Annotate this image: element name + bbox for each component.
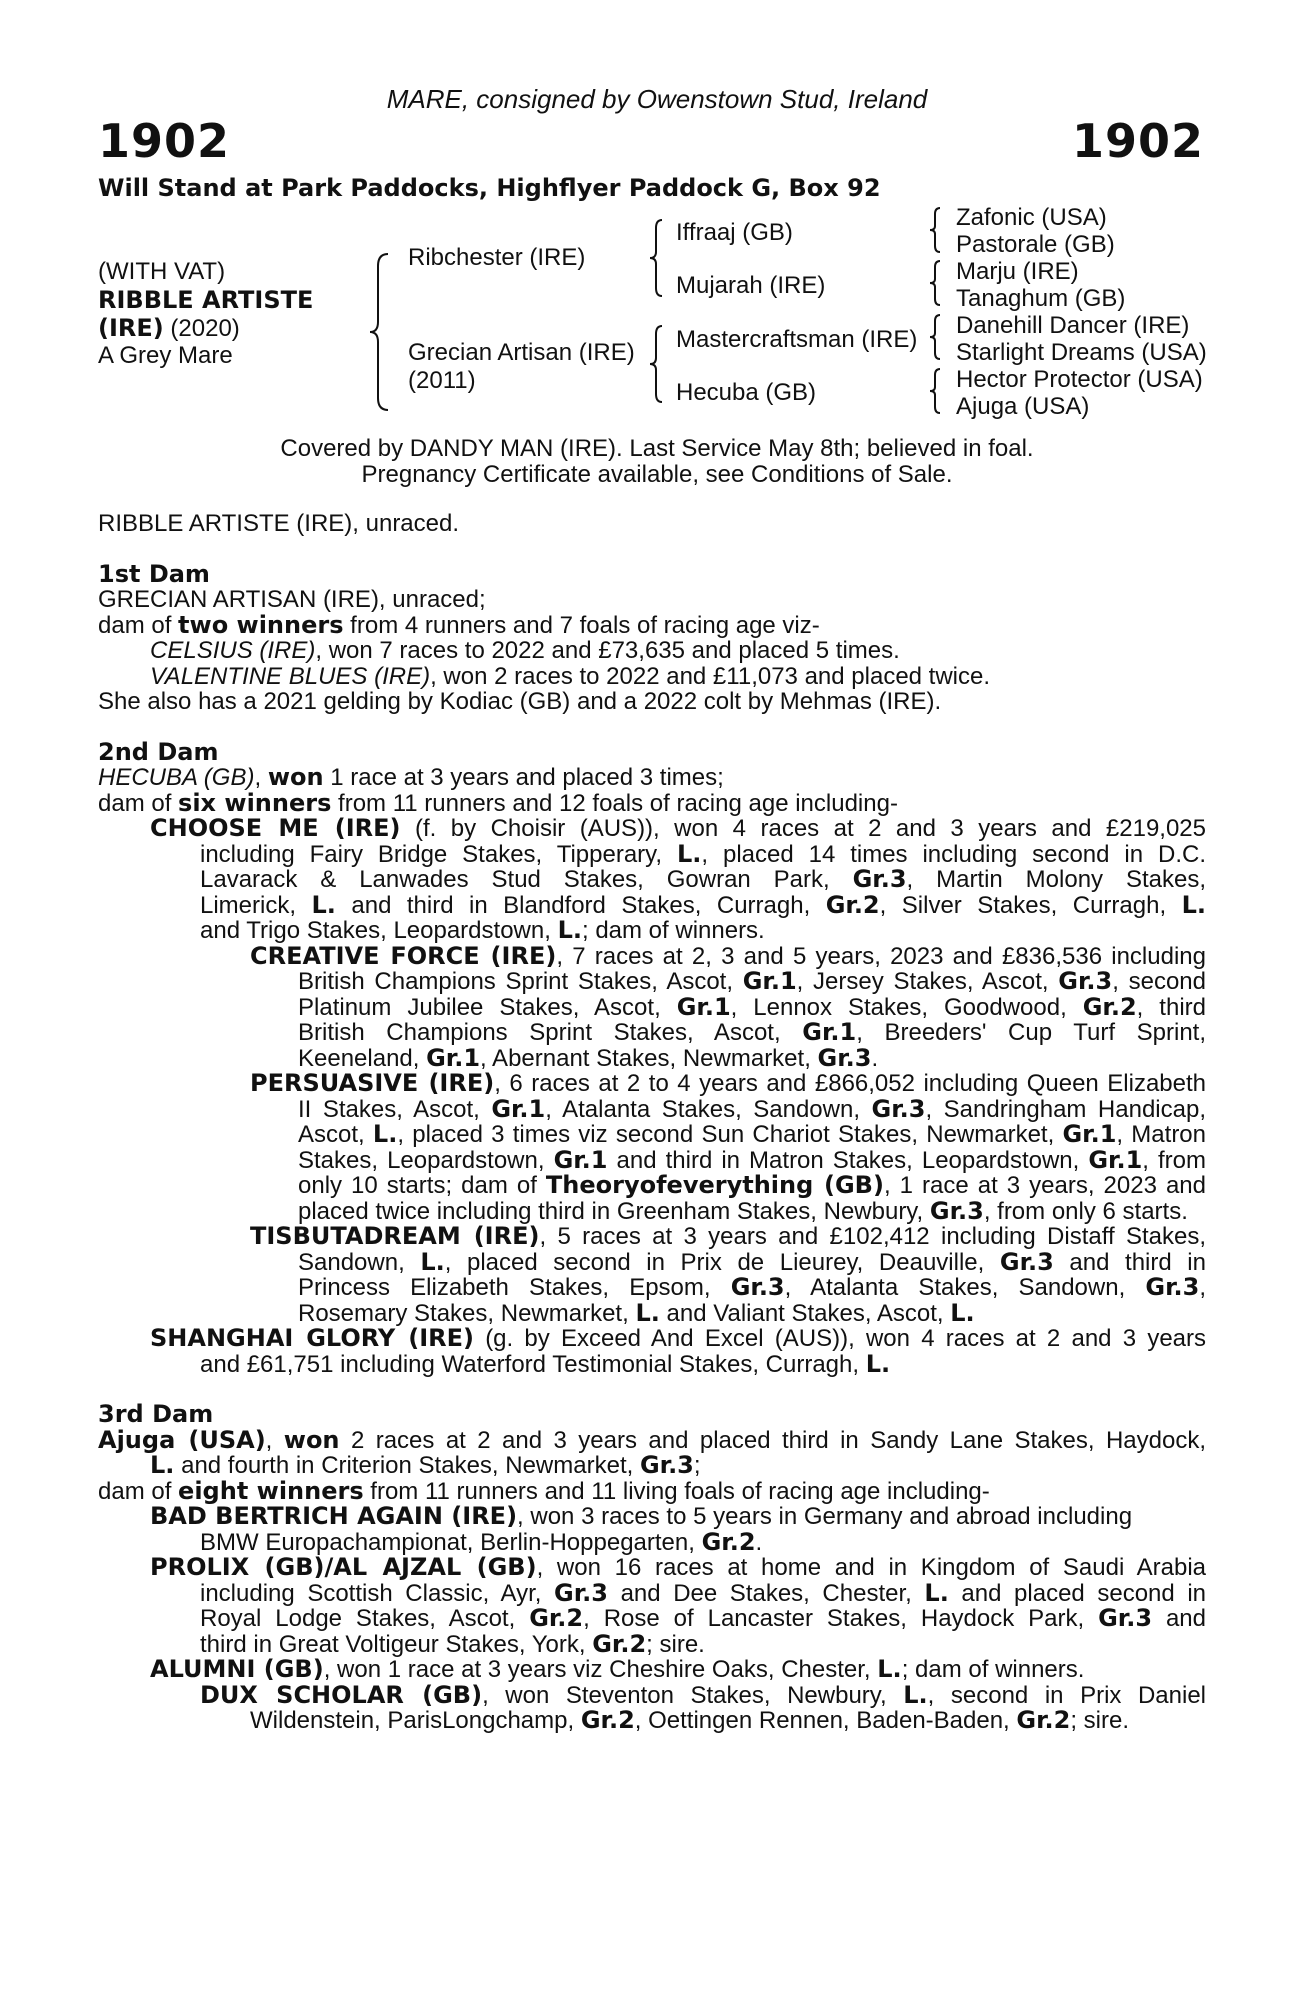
vat-note: (WITH VAT)	[98, 258, 226, 285]
first-dam-line: GRECIAN ARTISAN (IRE), unraced;	[98, 586, 486, 613]
produce-tisbutadream	[98, 1224, 1206, 1250]
text-span: , won 2 races to 2022 and £11,073 and placed twice.	[430, 662, 991, 690]
text-span: , from only 6 starts.	[983, 1197, 1188, 1225]
text-span: , won 16 races at home and in Kingdom of Saudi Arabia	[536, 1554, 1207, 1581]
text-span: Platinum Jubilee Stakes, Ascot,	[298, 993, 677, 1021]
text-line	[98, 1094, 1207, 1123]
race-grade: Gr.3	[554, 1578, 608, 1607]
race-grade: Gr.3	[929, 1196, 984, 1225]
text-line	[98, 1020, 1206, 1046]
race-grade: Gr.3	[730, 1273, 785, 1301]
text-span: BMW Europachampionat, Berlin-Hoppegarten,	[200, 1528, 702, 1556]
text-line	[98, 890, 1206, 919]
text-span: dam of	[98, 611, 179, 639]
text-span: Stakes, Leopardstown,	[298, 1146, 554, 1174]
text-span: Keeneland,	[298, 1044, 427, 1072]
pedigree-sire-sire: Iffraaj (GB)	[676, 219, 793, 246]
text-span: dam of	[98, 789, 179, 817]
race-grade: L.	[1181, 890, 1206, 919]
race-grade: L.	[420, 1247, 445, 1276]
horse-year: (2020)	[163, 315, 240, 342]
text-span: from 4 runners and 7 foals of racing age viz-	[343, 611, 820, 639]
text-span: , won 3 races to 5 years in Germany and abroad including	[517, 1503, 1133, 1530]
horse-name-bold: CREATIVE FORCE (IRE)	[250, 941, 557, 970]
horse-country: (IRE)	[98, 314, 164, 342]
text-span: 2 races at 2 and 3 years and placed third in Sandy Lane Stakes, Haydock,	[339, 1426, 1207, 1454]
text-span: , second	[1112, 968, 1206, 995]
text-line	[98, 867, 1206, 893]
text-span: , second in Prix Daniel	[927, 1681, 1206, 1709]
text-span: , won Steventon Stakes, Newbury,	[482, 1681, 904, 1709]
race-grade: Gr.2	[529, 1604, 584, 1632]
horse-name-bold: ALUMNI (GB)	[150, 1655, 324, 1683]
race-grade: Gr.2	[701, 1527, 756, 1556]
stabling-location: Will Stand at Park Paddocks, Highflyer Paddock G, Box 92	[98, 174, 881, 202]
text-span: and Valiant Stakes, Ascot,	[659, 1299, 951, 1327]
text-span: ; sire.	[1070, 1707, 1130, 1734]
race-grade: Gr.3	[852, 865, 907, 893]
bold-span: won	[283, 1425, 340, 1454]
pedigree-g5: Danehill Dancer (IRE)	[956, 312, 1190, 339]
text-line	[98, 1606, 1206, 1632]
produce-dux-scholar	[98, 1680, 1206, 1709]
produce-celsius	[98, 638, 1206, 664]
pregnancy-note: Pregnancy Certificate available, see Conditions of Sale.	[361, 461, 953, 488]
horse-name-bold: Theoryofeverything (GB)	[545, 1171, 884, 1199]
pedigree-brace-sire	[648, 218, 664, 298]
text-span: , third	[1136, 993, 1206, 1021]
text-span: dam of	[98, 1477, 179, 1505]
text-span: only 10 starts; dam of	[298, 1172, 546, 1199]
text-span: , placed 3 times viz second Sun Chariot Stakes, Newmarket,	[397, 1121, 1063, 1148]
text-span: , Oettingen Rennen, Baden-Baden,	[634, 1707, 1017, 1734]
race-grade: L.	[311, 890, 336, 919]
text-line	[98, 918, 1206, 944]
text-line	[98, 1145, 1206, 1174]
text-span: , won 7 races to 2022 and £73,635 and placed 5 times.	[315, 637, 900, 664]
text-span: Rosemary Stakes, Newmarket,	[298, 1299, 636, 1327]
text-line	[98, 1122, 1206, 1148]
text-span: from 11 runners and 12 foals of racing age including-	[331, 789, 898, 817]
race-grade: Gr.3	[1098, 1604, 1153, 1632]
text-line	[98, 992, 1206, 1021]
pedigree-dam-year: (2011)	[408, 367, 476, 394]
text-span: (g. by Exceed And Excel (AUS)), won 4 races at 2 and 3 years	[473, 1325, 1206, 1352]
text-span: Royal Lodge Stakes, Ascot,	[200, 1605, 530, 1632]
race-grade: Gr.3	[871, 1094, 926, 1123]
text-span: , Martin Molony Stakes,	[906, 866, 1206, 893]
text-span: Princess Elizabeth Stakes, Epsom,	[298, 1274, 731, 1301]
pedigree-g1: Zafonic (USA)	[956, 204, 1107, 231]
text-span: and Trigo Stakes, Leopardstown,	[200, 917, 558, 944]
race-grade: Gr.2	[592, 1629, 647, 1658]
winners-count: two winners	[178, 610, 344, 639]
race-grade: L.	[903, 1680, 928, 1709]
text-span: from 11 runners and 11 living foals of racing age including-	[363, 1477, 990, 1505]
lot-number-right: 1902	[1071, 114, 1204, 168]
horse-name-bold: CHOOSE ME (IRE)	[150, 814, 401, 842]
covering-note: Covered by DANDY MAN (IRE). Last Service May 8th; believed in foal.	[280, 435, 1034, 462]
horse-description: A Grey Mare	[98, 342, 233, 369]
horse-suffix-year	[98, 314, 240, 343]
pedigree-brace-g56	[928, 313, 942, 361]
race-grade: Gr.1	[426, 1043, 481, 1072]
text-span: and	[1152, 1605, 1206, 1632]
race-grade: Gr.3	[817, 1043, 872, 1072]
text-span: , Silver Stakes, Curragh,	[879, 891, 1182, 919]
bold-span: won	[267, 763, 324, 791]
text-span: , 1 race at 3 years, 2023 and	[883, 1172, 1207, 1199]
race-grade: L.	[150, 1451, 175, 1479]
first-dam-heading: 1st Dam	[98, 559, 210, 588]
produce-bad-bertrich-again	[98, 1504, 1206, 1530]
text-span: placed twice including third in Greenham Stakes, Newbury,	[298, 1197, 930, 1225]
text-span: and third in Matron Stakes, Leopardstown,	[607, 1146, 1089, 1174]
text-span: , Atalanta Stakes, Sandown,	[784, 1274, 1146, 1301]
text-span: , Rose of Lancaster Stakes, Haydock Park,	[583, 1605, 1099, 1632]
race-grade: Gr.3	[999, 1247, 1054, 1276]
text-span: ,	[254, 764, 268, 791]
race-grade: L.	[676, 839, 702, 868]
produce-alumni	[98, 1657, 1206, 1683]
third-dam-heading: 3rd Dam	[98, 1400, 214, 1428]
text-span: , Lennox Stakes, Goodwood,	[730, 993, 1083, 1021]
first-dam-also-line: She also has a 2021 gelding by Kodiac (GB) and a 2022 colt by Mehmas (IRE).	[98, 688, 942, 715]
text-span: Sandown,	[298, 1248, 421, 1276]
text-span: ,	[265, 1426, 284, 1454]
horse-name-bold: Ajuga (USA)	[98, 1425, 266, 1454]
text-span: third in Great Voltigeur Stakes, York,	[200, 1630, 593, 1658]
text-line	[98, 1173, 1206, 1199]
text-line	[98, 1247, 1206, 1276]
text-span: , Matron	[1116, 1121, 1207, 1148]
race-grade: Gr.2	[1082, 992, 1137, 1021]
horse-name-bold: PERSUASIVE (IRE)	[250, 1069, 495, 1097]
race-grade: Gr.1	[676, 992, 731, 1021]
text-span: including Fairy Bridge Stakes, Tipperary,	[200, 840, 677, 868]
produce-prolix	[98, 1555, 1206, 1581]
second-dam-produce-summary	[98, 788, 1206, 817]
text-span: , Jersey Stakes, Ascot,	[796, 968, 1059, 995]
text-span: , Sandringham Handicap,	[925, 1095, 1207, 1123]
text-span: II Stakes, Ascot,	[298, 1095, 492, 1123]
second-dam-heading: 2nd Dam	[98, 737, 219, 766]
race-grade: L.	[950, 1298, 975, 1327]
pedigree-g7: Hector Protector (USA)	[956, 366, 1203, 393]
pedigree-brace-g34	[928, 259, 942, 307]
intro-line: RIBBLE ARTISTE (IRE), unraced.	[98, 510, 460, 537]
second-dam-line	[98, 765, 1206, 791]
race-grade: L.	[635, 1298, 660, 1327]
text-line	[98, 1196, 1206, 1225]
race-grade: Gr.1	[742, 967, 797, 995]
pedigree-g4: Tanaghum (GB)	[956, 285, 1126, 312]
pedigree-brace-g12	[928, 206, 942, 254]
text-span: .	[755, 1528, 763, 1556]
pedigree-g6: Starlight Dreams (USA)	[956, 339, 1207, 366]
text-span: 1 race at 3 years and placed 3 times;	[323, 764, 724, 791]
race-grade: Gr.1	[1088, 1145, 1143, 1174]
pedigree-brace-g78	[928, 367, 942, 415]
race-grade: Gr.2	[1016, 1706, 1071, 1734]
text-span: (f. by Choisir (AUS)), won 4 races at 2 and 3 years and £219,025	[400, 815, 1206, 842]
pedigree-sire-dam: Mujarah (IRE)	[676, 272, 826, 299]
race-grade: L.	[557, 916, 582, 944]
text-span: and fourth in Criterion Stakes, Newmarket,	[174, 1452, 640, 1479]
produce-shanghai-glory	[98, 1326, 1206, 1352]
horse-name-italic: CELSIUS (IRE)	[150, 637, 316, 664]
text-line	[98, 969, 1206, 995]
text-line	[98, 1298, 1206, 1327]
horse-name-bold: SHANGHAI GLORY (IRE)	[150, 1324, 474, 1352]
text-span: ; dam of winners.	[901, 1656, 1085, 1683]
pedigree-dam-dam: Hecuba (GB)	[676, 379, 817, 406]
text-span: , Breeders' Cup Turf Sprint,	[856, 1019, 1207, 1046]
pedigree-brace-dam	[648, 324, 664, 404]
first-dam-produce-summary	[98, 610, 1206, 639]
text-span: Lavarack & Lanwades Stud Stakes, Gowran Park,	[200, 866, 853, 893]
race-grade: Gr.1	[491, 1094, 546, 1123]
text-line	[98, 1527, 1206, 1556]
produce-persuasive	[98, 1071, 1206, 1097]
text-span: ; sire.	[646, 1630, 705, 1658]
text-line	[98, 1043, 1206, 1072]
text-span: .	[871, 1044, 879, 1072]
consignor-subtitle: MARE, consigned by Owenstown Stud, Ireland	[386, 84, 928, 114]
pedigree-dam: Grecian Artisan (IRE)	[408, 339, 635, 366]
race-grade: Gr.1	[553, 1145, 608, 1174]
text-span: and third in Blandford Stakes, Curragh,	[335, 891, 826, 919]
race-grade: Gr.3	[1145, 1273, 1200, 1301]
horse-name-bold: DUX SCHOLAR (GB)	[200, 1680, 483, 1709]
text-span: , 5 races at 3 years and £102,412 including Distaff Stakes,	[539, 1223, 1206, 1250]
text-span: and placed second in	[948, 1579, 1207, 1607]
text-span: including Scottish Classic, Ayr,	[200, 1579, 555, 1607]
winners-count: eight winners	[178, 1476, 364, 1505]
race-grade: L.	[372, 1120, 398, 1148]
pedigree-g2: Pastorale (GB)	[956, 231, 1115, 258]
race-grade: Gr.3	[639, 1451, 694, 1479]
race-grade: L.	[877, 1655, 902, 1683]
race-grade: Gr.3	[1058, 967, 1113, 995]
produce-valentine-blues	[98, 664, 1206, 690]
text-span: and third in	[1053, 1248, 1206, 1276]
text-span: , won 1 race at 3 years viz Cheshire Oaks, Chester,	[323, 1656, 878, 1683]
horse-name-italic: VALENTINE BLUES (IRE)	[150, 662, 431, 690]
text-span: and £61,751 including Waterford Testimonial Stakes, Curragh,	[200, 1350, 866, 1378]
horse-name-italic: HECUBA (GB)	[98, 764, 255, 791]
text-span: , from	[1142, 1146, 1206, 1174]
text-line	[98, 1629, 1206, 1658]
race-grade: Gr.1	[802, 1018, 857, 1046]
text-span: , placed 14 times including second in D.C.	[701, 840, 1207, 868]
horse-name-bold: PROLIX (GB)/AL AJZAL (GB)	[150, 1553, 537, 1581]
pedigree-details	[98, 511, 1206, 1734]
lot-number-left: 1902	[98, 114, 231, 168]
text-span: , Atalanta Stakes, Sandown,	[545, 1095, 872, 1123]
text-line	[98, 1275, 1206, 1301]
text-span: , 6 races at 2 to 4 years and £866,052 including Queen Elizabeth	[494, 1070, 1206, 1097]
text-line	[98, 1349, 1206, 1378]
produce-choose-me	[98, 816, 1206, 842]
pedigree-g3: Marju (IRE)	[956, 258, 1079, 285]
pedigree-sire: Ribchester (IRE)	[408, 244, 586, 271]
text-span: British Champions Sprint Stakes, Ascot,	[298, 968, 743, 995]
text-span: ,	[1199, 1274, 1206, 1301]
race-grade: L.	[924, 1578, 949, 1607]
text-span: ; dam of winners.	[581, 917, 765, 944]
text-span: Ascot,	[298, 1121, 373, 1148]
text-span: Limerick,	[200, 891, 312, 919]
text-span: Wildenstein, ParisLongchamp,	[250, 1707, 581, 1734]
horse-name-bold: BAD BERTRICH AGAIN (IRE)	[150, 1502, 518, 1530]
text-line	[98, 1578, 1207, 1607]
third-dam-produce-summary	[98, 1476, 1206, 1505]
race-grade: Gr.2	[580, 1706, 635, 1734]
race-grade: L.	[865, 1349, 891, 1378]
text-span: and Dee Stakes, Chester,	[607, 1579, 925, 1607]
race-grade: Gr.2	[825, 890, 880, 919]
pedigree-brace-main	[368, 252, 390, 412]
third-dam-line	[98, 1425, 1207, 1454]
horse-name-bold: TISBUTADREAM (IRE)	[250, 1222, 540, 1250]
text-span: , Abernant Stakes, Newmarket,	[480, 1044, 818, 1072]
text-line	[98, 839, 1207, 868]
text-span: , placed second in Prix de Lieurey, Deauville,	[444, 1248, 1000, 1276]
race-grade: Gr.1	[1062, 1120, 1117, 1148]
pedigree-g8: Ajuga (USA)	[956, 393, 1090, 420]
produce-creative-force	[98, 941, 1206, 970]
text-span: ;	[693, 1452, 701, 1479]
winners-count: six winners	[178, 788, 332, 817]
pedigree-dam-sire: Mastercraftsman (IRE)	[676, 326, 918, 353]
text-line	[98, 1708, 1206, 1734]
horse-name: RIBBLE ARTISTE	[98, 286, 314, 314]
text-span: British Champions Sprint Stakes, Ascot,	[298, 1019, 803, 1046]
text-line	[98, 1453, 1206, 1479]
text-span: , 7 races at 2, 3 and 5 years, 2023 and £836,536 including	[556, 942, 1206, 970]
